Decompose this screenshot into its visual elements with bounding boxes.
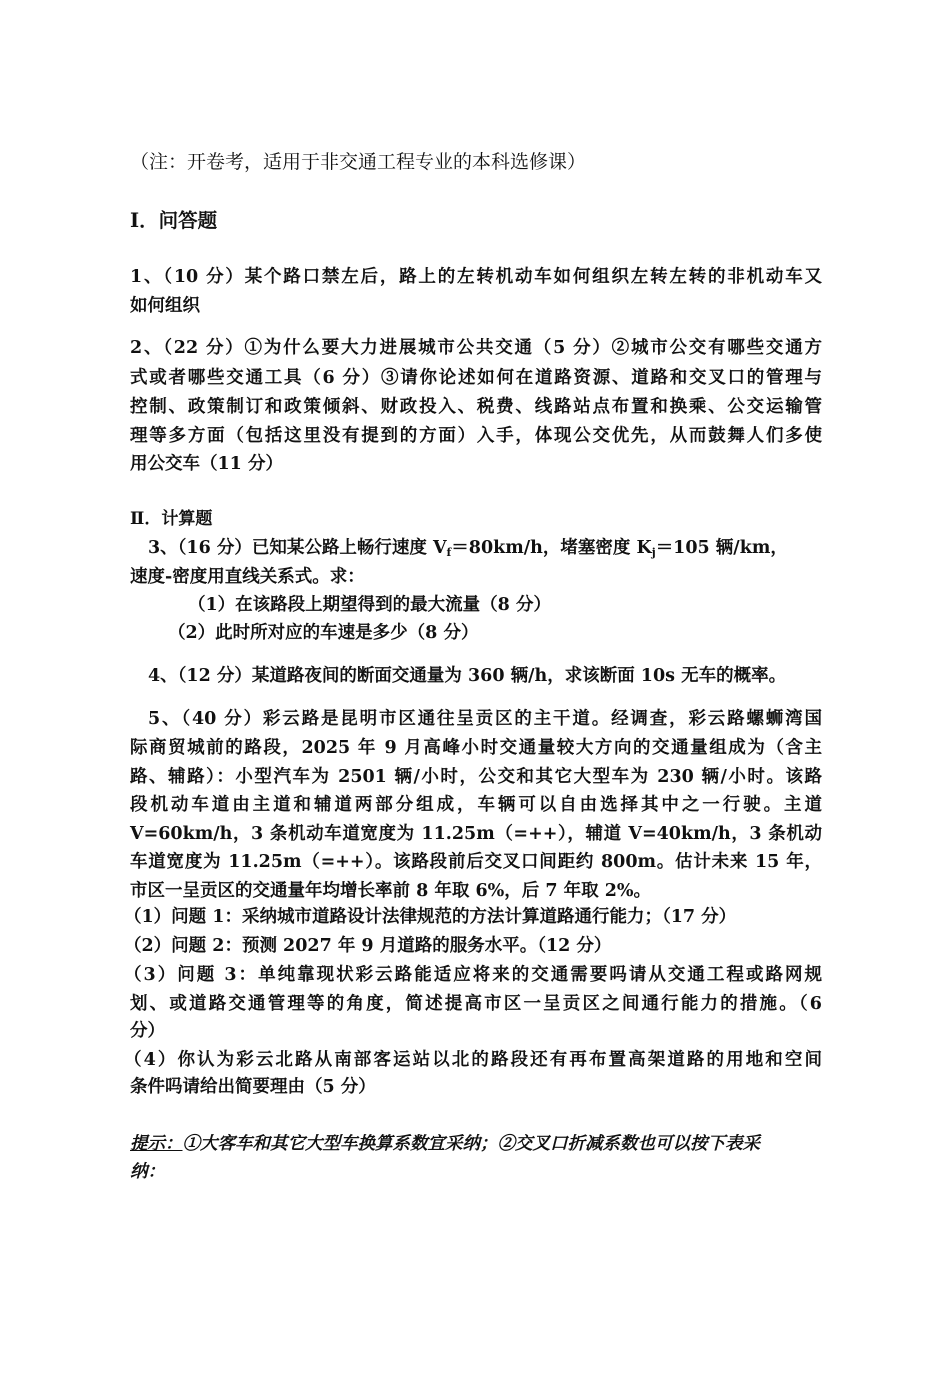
hint-line-1 [130, 1130, 822, 1159]
question-2-line-1: 2、（22 分）①为什么要大力进展城市公共交通（5 分）②城市公交有哪些交通方 [130, 338, 822, 358]
section-title-calc: Ⅱ．计算题 [130, 509, 213, 529]
question-5-part-3-line-2: 划、或道路交通管理等的角度，简述提高市区一呈贡区之间通行能力的措施。（6 [130, 994, 822, 1014]
question-2-line-2: 式或者哪些交通工具（6 分）③请你论述如何在道路资源、道路和交叉口的管理与 [130, 368, 822, 388]
question-5-line-2: 际商贸城前的路段，2025 年 9 月高峰小时交通量较大方向的交通量组成为（含主 [130, 738, 822, 758]
question-5-part-4-line-1: （4）你认为彩云北路从南部客运站以北的路段还有再布置高架道路的用地和空间 [124, 1050, 822, 1070]
exam-note: （注：开卷考，适用于非交通工程专业的本科选修课） [130, 151, 587, 173]
hint-line-2: 纳： [130, 1162, 165, 1182]
question-5-line-4: 段机动车道由主道和辅道两部分组成，车辆可以自由选择其中之一行驶。主道 [130, 795, 822, 815]
question-5-part-4-line-2: 条件吗请给出简要理由（5 分） [130, 1077, 376, 1097]
question-3-line-1 [148, 534, 822, 563]
subscript-j: j [651, 546, 656, 559]
question-5-part-1: （1）问题 1：采纳城市道路设计法律规范的方法计算道路通行能力；（17 分） [124, 907, 737, 927]
question-3-text-a: 3、（16 分）已知某公路上畅行速度 V [148, 538, 447, 558]
question-5-part-3-line-3: 分） [130, 1021, 165, 1041]
hint-text: ①大客车和其它大型车换算系数宜采纳；②交叉口折减系数也可以按下表采 [182, 1134, 760, 1154]
question-3-text-c: ＝105 辆/km， [655, 538, 788, 558]
question-5-part-2: （2）问题 2：预测 2027 年 9 月道路的服务水平。（12 分） [124, 936, 612, 956]
hint-label: 提示： [130, 1134, 183, 1154]
question-3-item-2: （2）此时所对应的车速是多少（8 分） [168, 623, 479, 643]
question-1-line-1: 1、（10 分）某个路口禁左后，路上的左转机动车如何组织左转左转的非机动车又 [130, 267, 822, 287]
subscript-f: f [446, 546, 452, 559]
question-2-line-5: 用公交车（11 分） [130, 454, 283, 474]
question-5-line-6: 车道宽度为 11.25m（=++）。该路段前后交叉口间距约 800m。估计未来 15 年， [130, 852, 822, 872]
question-2-line-4: 理等多方面（包括这里没有提到的方面）入手，体现公交优先，从而鼓舞人们多使 [130, 426, 822, 446]
question-3-item-1: （1）在该路段上期望得到的最大流量（8 分） [188, 595, 551, 615]
question-4: 4、（12 分）某道路夜间的断面交通量为 360 辆/h，求该断面 10s 无车的概率。 [148, 666, 787, 686]
question-5-line-3: 路、辅路）：小型汽车为 2501 辆/小时，公交和其它大型车为 230 辆/小时。该路 [130, 767, 822, 787]
question-3-text-b: ＝80km/h，堵塞密度 K [451, 538, 652, 558]
question-1-line-2: 如何组织 [130, 296, 200, 316]
question-2-line-3: 控制、政策制订和政策倾斜、财政投入、税费、线路站点布置和换乘、公交运输管 [130, 397, 822, 417]
section-title-qa: Ⅰ．问答题 [130, 209, 218, 232]
question-5-line-1: 5、（40 分）彩云路是昆明市区通往呈贡区的主干道。经调查，彩云路螺蛳湾国 [148, 709, 822, 729]
question-5-line-5: V=60km/h，3 条机动车道宽度为 11.25m（=++），辅道 V=40km/h，3 条机动 [130, 824, 822, 844]
question-3-line-2: 速度-密度用直线关系式。求： [130, 567, 365, 587]
question-5-line-7: 市区一呈贡区的交通量年均增长率前 8 年取 6%，后 7 年取 2%。 [130, 881, 652, 901]
question-5-part-3-line-1: （3）问题 3：单纯靠现状彩云路能适应将来的交通需要吗请从交通工程或路网规 [124, 965, 822, 985]
